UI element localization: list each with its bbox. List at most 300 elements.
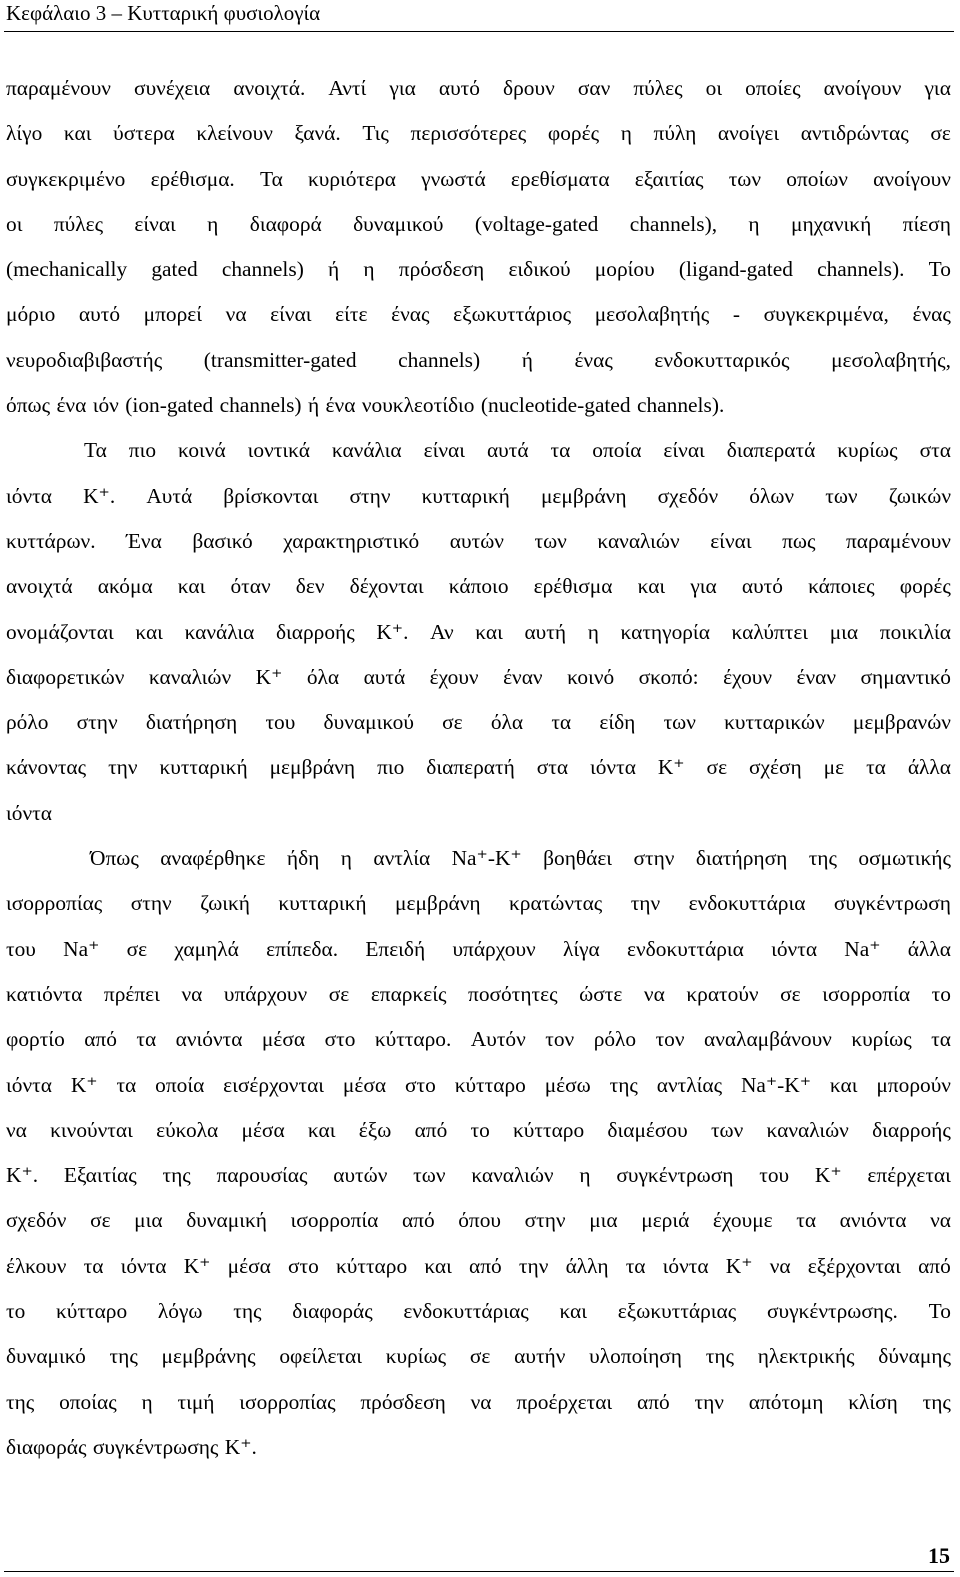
word: έξω [358,1117,392,1142]
word: αυτών [333,1163,388,1188]
word: σε [706,755,728,780]
word: η [748,211,760,236]
word: βασικό [192,528,253,553]
word: στο [288,1253,319,1278]
text-line [6,836,951,881]
word: μεμβράνης [161,1344,256,1369]
word: υλοποίηση [589,1344,682,1369]
word: δυναμικού [353,211,444,236]
word: στα [919,438,951,463]
word: να [769,1253,791,1278]
word: στην [349,483,391,508]
word: ένας [574,347,613,372]
word: τα [866,755,886,780]
word: παραμένουν [846,528,951,553]
word: channels). [817,257,905,282]
word: και [424,1253,452,1278]
word: σε [90,1208,111,1233]
word: των [710,1117,744,1142]
word: κυριότερα [308,166,396,191]
word: κύτταρο [336,1253,408,1278]
word: ισορροπίας [6,891,103,916]
word: κυρίως [385,1344,447,1369]
word: μεμβράνη [540,483,627,508]
text-line [6,247,951,292]
word: της [705,1344,734,1369]
word: πρέπει [103,981,160,1006]
word: συγκεκριμένο [6,166,126,191]
word: επέρχεται [867,1163,951,1188]
word: και [637,574,666,599]
word: μεμβράνη [269,755,356,780]
word: οποίες [745,76,801,100]
word: μηχανική [790,211,872,236]
word: διαφοράς [6,1434,87,1459]
text-line [6,881,951,926]
word: αυτήν [514,1344,566,1369]
word: την [518,1253,549,1278]
word: ερέθισμα. [150,166,235,191]
word: ενδοκυτταρικός [654,347,790,372]
word: σημαντικό [860,664,951,689]
text-line [6,700,951,745]
word: ενδοκυττάρια [627,936,744,961]
word: οι [705,76,723,100]
text-line [6,1334,951,1379]
word: της [609,1072,638,1097]
word: βοηθάει [543,846,613,871]
word: πιο [377,755,405,780]
word: καναλιών [471,1163,554,1188]
word: κυτταρική [278,891,367,916]
word: όλα [306,664,340,689]
word: ιόντα [120,1253,167,1278]
word: νουκλεοτίδιο [361,393,475,418]
word: κρατούν [686,981,759,1006]
word: η [579,1163,591,1188]
word: οποίων [786,166,848,191]
word: στην [130,891,172,916]
word: ανοιχτά [6,574,73,599]
word: μέσα [261,1027,306,1052]
word: διατήρηση [695,846,788,871]
word: μόριο [6,302,56,327]
word: συγκεκριμένα, [763,302,889,327]
word: ενδοκυττάρια [688,891,806,916]
word: δύναμης [878,1344,951,1369]
word: μεσολαβητής, [831,347,951,372]
word: πύλη [653,121,697,146]
word: για [389,76,416,100]
word: όπως [6,393,51,418]
text-line [6,519,951,564]
word: σαν [577,76,611,100]
word: λίγα [562,936,600,961]
word: Το [928,257,951,282]
word: είδη [599,710,636,735]
word: φορτίο [6,1027,65,1052]
word: ποικιλία [879,619,951,644]
word: συγκέντρωση [616,1163,734,1188]
word: πίεση [902,211,951,236]
word: εξαιτίας [634,166,704,191]
word: channels) [221,257,304,282]
word: είναι [270,302,312,327]
word: Το [928,1299,951,1324]
word: της [162,1163,191,1188]
word: και [63,121,92,146]
word: η [587,619,599,644]
word: της [109,1344,138,1369]
word: καναλιών [148,664,232,689]
word: από [414,1117,448,1142]
word: των [534,528,567,553]
word: ή [307,393,320,418]
footer-rule [4,1571,954,1572]
word: να [643,981,665,1006]
word: ζωική [200,891,250,916]
text-line [6,564,951,609]
word: πρόσδεση [360,1389,446,1414]
word: ηλεκτρικής [757,1344,855,1369]
word: ιόντα [6,800,52,825]
word: διαπερατά [726,438,816,463]
word: Αυτόν [470,1027,526,1052]
word: μέσα [342,1072,387,1097]
word: Τα [259,166,283,191]
word: άλλα [907,936,951,961]
word: και [307,1117,336,1142]
word: κανάλια [331,438,402,463]
word: τα [796,1208,817,1233]
text-line [6,791,951,836]
word: κοινό [567,664,615,689]
word: τον [545,1027,575,1052]
word: μέσα [241,1117,285,1142]
word: κινούνται [50,1117,133,1142]
word: Επειδή [365,936,426,961]
word: σε [328,981,350,1006]
word: να [6,1117,27,1142]
word: σχεδόν [6,1208,67,1233]
word: μια [134,1208,163,1233]
text-line [6,66,951,111]
text-line [6,157,951,202]
word: οποία [155,1072,205,1097]
word: πύλες [633,76,683,100]
word: ισορροπίας [239,1389,336,1414]
word: αντλία [373,846,431,871]
word: υπάρχουν [223,981,308,1006]
word: ισορροπία [290,1208,379,1233]
word: εξωκυττάριας [617,1299,737,1324]
word: εύκολα [156,1117,219,1142]
word: Αντί [328,76,367,100]
text-line [6,428,951,473]
word: κυτταρικών [724,710,825,735]
word: συνέχεια [134,76,211,100]
word: διαφοράς [292,1299,373,1324]
word: διαρροής [872,1117,951,1142]
word: ιόντα [589,755,636,780]
word: Εξαιτίας [63,1163,137,1188]
word: channels) [398,347,481,372]
word: είναι [134,211,176,236]
word: της [6,1389,35,1414]
word: ερέθισμα [533,574,613,599]
word: ξανά. [294,121,341,146]
word: στο [324,1027,356,1052]
word: ένας [912,302,951,327]
word: (voltage-gated [474,211,599,236]
word: διαφορά [249,211,322,236]
word: κατιόντα [6,981,83,1006]
word: μπορεί [143,302,203,327]
word: channels). [636,393,725,418]
word: αυτή [524,619,567,644]
word: το [470,1117,490,1142]
word: gated [151,257,198,282]
word: κύτταρο [454,1072,526,1097]
word: κλίση [848,1389,898,1414]
word: βρίσκονται [223,483,319,508]
word: από [401,1208,435,1233]
text-line [6,111,951,156]
word: οι [6,211,23,236]
word: κοινά [178,438,226,463]
word: είναι [710,528,752,553]
word: ακόμα [97,574,153,599]
word: διαρροής [275,619,355,644]
word: δυναμικού [323,710,414,735]
word: ανοίγουν [823,76,902,100]
word: οφείλεται [279,1344,363,1369]
word: μέσω [544,1072,591,1097]
word: Κ⁺ [814,1163,842,1188]
text-line [6,972,951,1017]
word: στην [524,1208,566,1233]
word: τα [116,1072,137,1097]
header-rule [4,31,954,32]
word: όλων [749,483,795,508]
word: έχουν [723,664,773,689]
word: ή [328,257,340,282]
word: ειδικού [508,257,571,282]
word: δυναμικό [6,1344,86,1369]
word: και [559,1299,588,1324]
word: ρόλο [593,1027,637,1052]
word: Τις [362,121,389,146]
word: εισέρχονται [223,1072,325,1097]
word: αναφέρθηκε [160,846,266,871]
word: Αυτά [146,483,193,508]
word: Όπως [90,846,139,871]
word: μπορούν [876,1072,951,1097]
word: (ion-gated [125,393,214,418]
body-text [6,66,951,1470]
word: κυττάρων. [6,528,96,553]
word: τιμή [177,1389,215,1414]
word: αναλαμβάνουν [704,1027,832,1052]
word: έχουν [429,664,479,689]
word: αυτό [78,302,121,327]
word: συγκέντρωσης. [766,1299,898,1324]
word: ποσότητες [468,981,558,1006]
word: η [620,121,632,146]
word: από [918,1253,951,1278]
word: μεσολαβητής [594,302,710,327]
word: ιόντα [6,1072,52,1097]
word: λόγω [157,1299,203,1324]
word: κυτταρική [421,483,510,508]
word: μια [589,1208,618,1233]
text-line [6,927,951,972]
word: κύτταρο [56,1299,128,1324]
word: - [732,302,741,327]
word: στα [536,755,569,780]
word: (transmitter-gated [203,347,357,372]
word: των [825,483,858,508]
word: μια [829,619,859,644]
text-line [6,1244,951,1289]
word: κατηγορία [620,619,710,644]
word: ένα [325,393,356,418]
word: αυτό [438,76,480,100]
word: και [475,619,503,644]
word: πρόσδεση [398,257,485,282]
word: εξέρχονται [807,1253,901,1278]
word: σε [469,1344,491,1369]
word: των [413,1163,446,1188]
word: πως [782,528,816,553]
word: διατήρηση [145,710,238,735]
word: ανιόντα [175,1027,243,1052]
word: ζωικών [888,483,951,508]
word: αυτών [449,528,504,553]
word: της [922,1389,951,1414]
word: Na⁺ [63,936,100,961]
word: (ligand-gated [678,257,793,282]
text-line [6,1017,951,1062]
word: συγκέντρωση [833,891,951,916]
word: ονομάζονται [6,619,114,644]
word: ιόντα [662,1253,709,1278]
word: από [469,1253,502,1278]
word: το [6,1299,26,1324]
word: ένα [56,393,87,418]
word: τα [625,1253,646,1278]
word: του [6,936,36,961]
text-line [6,1425,951,1470]
word: του [759,1163,790,1188]
text-line [6,610,951,655]
word: οποίας [59,1389,117,1414]
word: κάποιο [448,574,509,599]
text-line [6,1063,951,1108]
word: νευροδιαβιβαστής [6,347,163,372]
word: φορές [899,574,951,599]
word: γνωστά [421,166,486,191]
word: έναν [796,664,837,689]
word: την [694,1389,724,1414]
word: εξωκυττάριος [453,302,572,327]
word: ή [521,347,533,372]
word: των [663,710,696,735]
word: σε [930,121,951,146]
word: δεν [295,574,325,599]
word: μεμβρανών [852,710,951,735]
word: Ένα [126,528,162,553]
word: οποία [592,438,642,463]
text-line [6,1153,951,1198]
word: στο [404,1072,436,1097]
word: να [470,1389,492,1414]
word: η [363,257,375,282]
word: του [265,710,296,735]
word: την [108,755,138,780]
word: ύστερα [113,121,175,146]
word: από [636,1389,670,1414]
word: δυναμική [186,1208,267,1233]
text-line [6,474,951,519]
word: με [823,755,845,780]
word: (mechanically [6,257,128,282]
word: καναλιών [766,1117,849,1142]
word: κλείνουν [196,121,273,146]
word: (nucleotide-gated [480,393,631,418]
text-line [6,338,951,383]
word: τα [83,1253,104,1278]
word: μέσα [227,1253,271,1278]
text-line [6,745,951,790]
text-line [6,1198,951,1243]
word: να [181,981,203,1006]
word: Αν [430,619,454,644]
text-line [6,655,951,700]
word: κάνοντας [6,755,87,780]
word: αυτά [363,664,406,689]
word: τον [655,1027,685,1052]
text-line [6,202,951,247]
word: όλα [490,710,524,735]
word: Κ⁺. [83,483,116,508]
word: όταν [230,574,271,599]
word: μεριά [641,1208,690,1233]
word: σε [780,981,801,1006]
word: Τα [84,438,107,463]
word: δρουν [503,76,555,100]
page-number: 15 [928,1543,950,1568]
word: Κ⁺ [657,755,685,780]
word: Κ⁺. [224,1434,257,1459]
text-line [6,1108,951,1153]
word: ήδη [286,846,320,871]
word: σκοπό: [638,664,699,689]
word: για [924,76,951,100]
word: στην [633,846,675,871]
word: επαρκείς [370,981,447,1006]
word: όπου [458,1208,502,1233]
word: από [84,1027,117,1052]
word: άλλη [565,1253,609,1278]
word: διαφορετικών [6,664,125,689]
word: κάποιες [808,574,875,599]
word: ερεθίσματα [510,166,610,191]
word: ένας [391,302,430,327]
word: κύτταρο [513,1117,585,1142]
word: χαρακτηριστικό [283,528,420,553]
word: φορές [547,121,600,146]
